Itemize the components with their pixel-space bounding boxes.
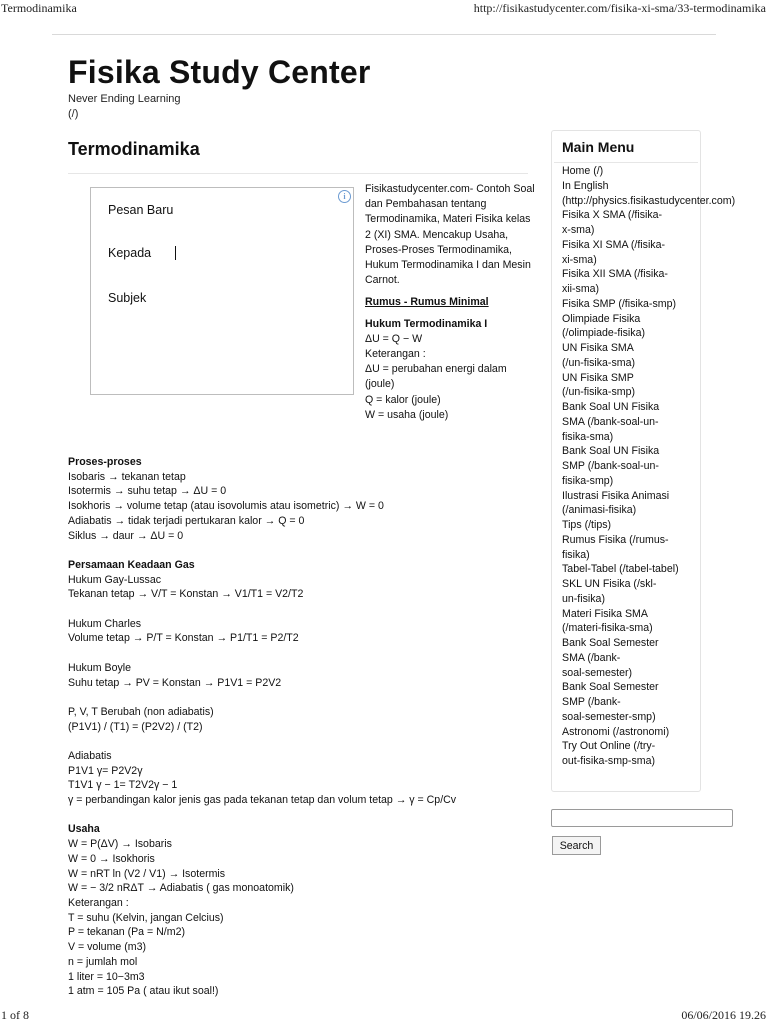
charles-formula: Volume tetap → P/T = Konstan → P1/T1 = P2/T2	[68, 632, 299, 645]
menu-item[interactable]: Bank Soal Semester	[562, 637, 659, 649]
menu-item[interactable]: (/un-fisika-sma)	[562, 356, 635, 369]
usaha-line: Keterangan :	[68, 897, 129, 909]
pvt-formula: (P1V1) / (T1) = (P2V2) / (T2)	[68, 720, 203, 733]
menu-item[interactable]: un-fisika)	[562, 592, 605, 605]
usaha-line: 1 atm = 105 Pa ( atau ikut soal!)	[68, 985, 219, 998]
title-divider	[68, 173, 528, 174]
menu-item[interactable]: Tabel-Tabel (/tabel-tabel)	[562, 563, 679, 576]
ad-field-subject: Subjek	[108, 291, 147, 305]
menu-item[interactable]: xi-sma)	[562, 253, 597, 266]
ad-banner[interactable]	[90, 187, 354, 395]
menu-item[interactable]: SMP (/bank-soal-un-	[562, 460, 659, 472]
menu-item[interactable]: Bank Soal UN Fisika	[562, 445, 660, 458]
intro-line: Q = kalor (joule)	[365, 393, 441, 406]
adiabatis-title: Adiabatis	[68, 749, 112, 762]
print-footer-datetime: 06/06/2016 19.26	[681, 1008, 766, 1022]
main-menu-list	[562, 164, 752, 769]
charles-title: Hukum Charles	[68, 617, 142, 630]
intro-line: ΔU = perubahan energi dalam (joule)	[365, 363, 507, 391]
menu-item[interactable]: Bank Soal UN Fisika	[562, 401, 660, 413]
menu-item[interactable]: Bank Soal Semester	[562, 681, 659, 694]
ad-field-to: Kepada	[108, 246, 152, 260]
menu-item[interactable]: fisika-smp)	[562, 474, 614, 487]
print-footer	[0, 1007, 768, 1023]
print-footer-page: 1 of 8	[1, 1008, 29, 1022]
print-header	[0, 0, 768, 16]
article-content	[68, 455, 538, 999]
gas-heading: Persamaan Keadaan Gas	[68, 558, 195, 571]
menu-item[interactable]: Fisika XI SMA (/fisika-	[562, 238, 666, 251]
sidebar-divider	[554, 162, 698, 163]
menu-item[interactable]: SMP (/bank-	[562, 696, 621, 708]
menu-item[interactable]: (/un-fisika-smp)	[562, 386, 635, 399]
menu-item[interactable]: out-fisika-smp-sma)	[562, 755, 656, 767]
intro-line: Keterangan :	[365, 348, 426, 361]
usaha-line: W = 0 → Isokhoris	[68, 852, 155, 865]
menu-item[interactable]: Rumus Fisika (/rumus-	[562, 533, 669, 546]
boyle-formula: Suhu tetap → PV = Konstan → P1V1 = P2V2	[68, 676, 282, 689]
search-button[interactable]: Search	[552, 836, 601, 855]
intro-paragraph: Fisikastudycenter.com- Contoh Soal dan Pembahasan tentang Termodinamika, Materi Fisika kelas 2 (XI) SMA. Mencakup Usaha, Proses-Proses Termodinamika, Hukum Termodinamika I dan Mesin Carnot.	[365, 183, 535, 287]
gay-lussac-title: Hukum Gay-Lussac	[68, 573, 162, 586]
proses-line: Adiabatis → tidak terjadi pertukaran kalor → Q = 0	[68, 514, 305, 527]
gay-lussac-formula: Tekanan tetap → V/T = Konstan → V1/T1 = V2/T2	[68, 588, 304, 601]
text-caret	[175, 246, 176, 260]
top-divider	[52, 34, 716, 35]
print-header-title: Termodinamika	[1, 1, 77, 15]
usaha-line: W = nRT ln (V2 / V1) → Isotermis	[68, 867, 226, 880]
usaha-line: W = P(ΔV) → Isobaris	[68, 838, 172, 851]
intro-line: ΔU = Q − W	[365, 332, 423, 345]
menu-item[interactable]: Try Out Online (/try-	[562, 740, 656, 753]
boyle-title: Hukum Boyle	[68, 661, 131, 674]
ad-field-new-message: Pesan Baru	[108, 203, 174, 217]
menu-item[interactable]: (/animasi-fisika)	[562, 504, 637, 517]
adiabatis-formula: T1V1 γ − 1= T2V2γ − 1	[68, 779, 178, 792]
intro-line: W = usaha (joule)	[365, 408, 449, 421]
home-link[interactable]: (/)	[68, 108, 79, 120]
hukum-termodinamika-heading: Hukum Termodinamika I	[365, 317, 488, 330]
ad-info-icon[interactable]: i	[338, 190, 351, 203]
main-menu-title: Main Menu	[562, 139, 635, 155]
print-header-url: http://fisikastudycenter.com/fisika-xi-sma/33-termodinamika	[473, 1, 766, 15]
usaha-line: V = volume (m3)	[68, 941, 147, 954]
menu-item[interactable]: (/materi-fisika-sma)	[562, 622, 653, 635]
page-title: Termodinamika	[68, 139, 200, 159]
proses-line: Siklus → daur → ΔU = 0	[68, 529, 184, 542]
proses-heading: Proses-proses	[68, 456, 142, 468]
menu-item[interactable]: Home (/)	[562, 165, 604, 177]
menu-item[interactable]: soal-semester-smp)	[562, 710, 656, 723]
main-menu-sidebar	[551, 130, 736, 792]
proses-line: Isobaris → tekanan tetap	[68, 470, 186, 483]
menu-item[interactable]: Fisika XII SMA (/fisika-	[562, 268, 668, 281]
menu-item[interactable]: (/olimpiade-fisika)	[562, 327, 646, 340]
usaha-line: n = jumlah mol	[68, 955, 138, 968]
menu-item[interactable]: fisika)	[562, 548, 590, 561]
intro-section	[365, 182, 535, 423]
menu-item[interactable]: Tips (/tips)	[562, 519, 612, 531]
usaha-heading: Usaha	[68, 823, 100, 836]
menu-item[interactable]: Fisika SMP (/fisika-smp)	[562, 297, 676, 310]
menu-item[interactable]: UN Fisika SMP	[562, 371, 634, 384]
menu-item[interactable]: soal-semester)	[562, 666, 633, 679]
menu-item[interactable]: (http://physics.fisikastudycenter.com)	[562, 194, 736, 207]
usaha-line: P = tekanan (Pa = N/m2)	[68, 926, 185, 939]
usaha-line: W = − 3/2 nRΔT → Adiabatis ( gas monoatomik)	[68, 882, 294, 895]
usaha-line: T = suhu (Kelvin, jangan Celcius)	[68, 911, 224, 924]
menu-item[interactable]: UN Fisika SMA	[562, 342, 634, 354]
pvt-title: P, V, T Berubah (non adiabatis)	[68, 705, 214, 718]
search-input[interactable]	[551, 809, 733, 827]
menu-item[interactable]: fisika-sma)	[562, 430, 614, 443]
menu-item[interactable]: Olimpiade Fisika	[562, 312, 641, 325]
menu-item[interactable]: xii-sma)	[562, 283, 600, 295]
menu-item[interactable]: Fisika X SMA (/fisika-	[562, 209, 663, 222]
rumus-minimal-link[interactable]: Rumus - Rumus Minimal	[365, 296, 489, 309]
menu-item[interactable]: SKL UN Fisika (/skl-	[562, 578, 657, 590]
adiabatis-formula: P1V1 γ= P2V2γ	[68, 764, 143, 777]
menu-item[interactable]: Ilustrasi Fisika Animasi	[562, 489, 670, 502]
menu-item[interactable]: x-sma)	[562, 224, 595, 236]
menu-item[interactable]: SMA (/bank-soal-un-	[562, 415, 659, 428]
menu-item[interactable]: In English	[562, 179, 609, 192]
adiabatis-gamma: γ = perbandingan kalor jenis gas pada tekanan tetap dan volum tetap → γ = Cp/Cv	[68, 794, 457, 807]
menu-item[interactable]: Astronomi (/astronomi)	[562, 725, 670, 738]
site-tagline: Never Ending Learning	[68, 93, 181, 105]
site-title[interactable]: Fisika Study Center	[68, 54, 371, 90]
proses-line: Isokhoris → volume tetap (atau isovolumis atau isometric) → W = 0	[68, 500, 384, 513]
usaha-line: 1 liter = 10−3m3	[68, 970, 145, 983]
menu-item[interactable]: SMA (/bank-	[562, 651, 621, 664]
proses-line: Isotermis → suhu tetap → ΔU = 0	[68, 485, 227, 498]
menu-item[interactable]: Materi Fisika SMA	[562, 607, 648, 620]
